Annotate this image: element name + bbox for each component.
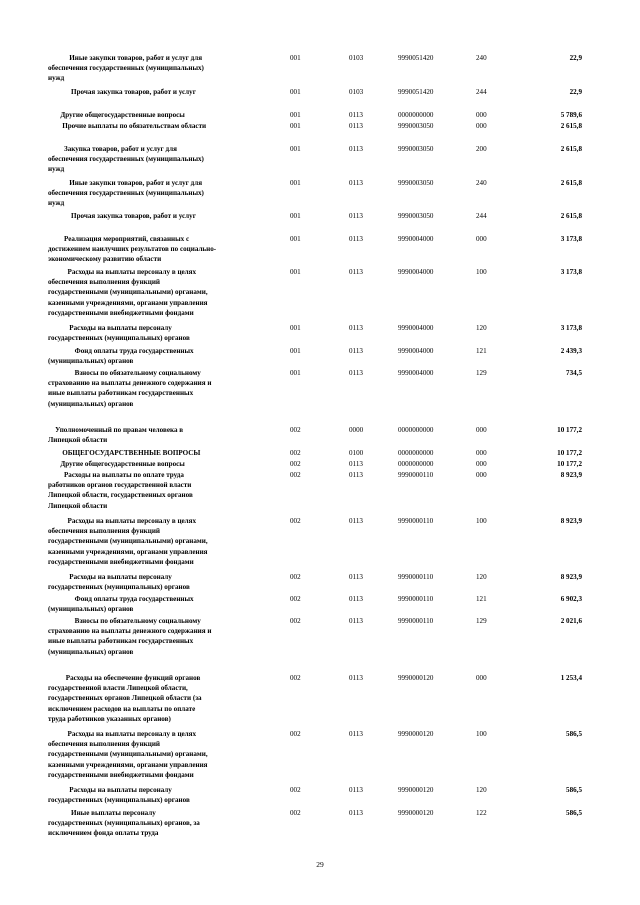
expense-type-code: 121 bbox=[476, 347, 487, 355]
expense-type-code: 000 bbox=[476, 235, 487, 243]
department-code: 001 bbox=[290, 369, 301, 377]
department-code: 002 bbox=[290, 595, 301, 603]
page-number: 29 bbox=[316, 860, 324, 869]
amount: 3 173,8 bbox=[560, 268, 582, 276]
section-code: 0113 bbox=[349, 122, 363, 130]
row-description: Фонд оплаты труда государственных (муниципальных) органов bbox=[48, 347, 194, 366]
row-description: Расходы на выплаты персоналу государственных (муниципальных) органов bbox=[48, 324, 190, 343]
target-article-code: 9990000120 bbox=[398, 786, 434, 794]
row-description: Закупка товаров, работ и услуг для обеспечения государственных (муниципальных) нужд bbox=[48, 145, 204, 174]
target-article-code: 9990000110 bbox=[398, 573, 434, 581]
target-article-code: 0000000000 bbox=[398, 111, 434, 119]
amount: 2 615,8 bbox=[560, 122, 582, 130]
target-article-code: 9990004000 bbox=[398, 235, 434, 243]
row-description: Взносы по обязательному социальному страхованию на выплаты денежного содержания и иные выплаты работникам государственных (муниципальных) органов bbox=[48, 369, 212, 408]
department-code: 001 bbox=[290, 347, 301, 355]
section-code: 0113 bbox=[349, 809, 363, 817]
amount: 8 923,9 bbox=[560, 517, 582, 525]
department-code: 002 bbox=[290, 730, 301, 738]
amount: 586,5 bbox=[566, 809, 582, 817]
row-description: Другие общегосударственные вопросы bbox=[48, 460, 185, 468]
row-description: Расходы на обеспечение функций органов государственной власти Липецкой области, государственных органов Липецкой области (за исключением расходов на выплаты по оплате труда работников указанных органов) bbox=[48, 674, 202, 723]
expense-type-code: 000 bbox=[476, 426, 487, 434]
row-description: Другие общегосударственные вопросы bbox=[48, 111, 185, 119]
row-description: Иные закупки товаров, работ и услуг для обеспечения государственных (муниципальных) нужд bbox=[48, 54, 204, 83]
department-code: 002 bbox=[290, 674, 301, 682]
department-code: 002 bbox=[290, 573, 301, 581]
row-description: Иные выплаты персоналу государственных (муниципальных) органов, за исключением фонда оплаты труда bbox=[48, 809, 200, 838]
amount: 10 177,2 bbox=[557, 460, 582, 468]
target-article-code: 9990004000 bbox=[398, 324, 434, 332]
target-article-code: 9990000110 bbox=[398, 595, 434, 603]
department-code: 001 bbox=[290, 111, 301, 119]
target-article-code: 9990004000 bbox=[398, 369, 434, 377]
expense-type-code: 240 bbox=[476, 179, 487, 187]
amount: 1 253,4 bbox=[560, 674, 582, 682]
row-description: Фонд оплаты труда государственных (муниципальных) органов bbox=[48, 595, 194, 614]
expense-type-code: 000 bbox=[476, 122, 487, 130]
amount: 2 615,8 bbox=[560, 179, 582, 187]
amount: 5 789,6 bbox=[560, 111, 582, 119]
department-code: 002 bbox=[290, 809, 301, 817]
row-description: Расходы на выплаты персоналу государственных (муниципальных) органов bbox=[48, 786, 190, 805]
expense-type-code: 129 bbox=[476, 617, 487, 625]
row-description: Уполномоченный по правам человека в Липецкой области bbox=[48, 426, 184, 445]
section-code: 0100 bbox=[349, 449, 364, 457]
amount: 8 923,9 bbox=[560, 573, 582, 581]
department-code: 001 bbox=[290, 122, 301, 130]
section-code: 0113 bbox=[349, 595, 363, 603]
department-code: 001 bbox=[290, 212, 301, 220]
department-code: 001 bbox=[290, 235, 301, 243]
department-code: 001 bbox=[290, 54, 301, 62]
row-description: Расходы на выплаты персоналу в целях обеспечения выполнения функций государственными (муниципальными) органами, казенными учреждениями, органами управления государственными внебюджетными фондами bbox=[48, 268, 208, 317]
expense-type-code: 240 bbox=[476, 54, 487, 62]
department-code: 002 bbox=[290, 617, 301, 625]
target-article-code: 9990000120 bbox=[398, 730, 434, 738]
expense-type-code: 200 bbox=[476, 145, 487, 153]
target-article-code: 9990000110 bbox=[398, 517, 434, 525]
expense-type-code: 120 bbox=[476, 786, 487, 794]
expense-type-code: 100 bbox=[476, 268, 487, 276]
section-code: 0113 bbox=[349, 471, 363, 479]
target-article-code: 0000000000 bbox=[398, 460, 434, 468]
section-code: 0113 bbox=[349, 730, 363, 738]
amount: 22,9 bbox=[569, 54, 582, 62]
section-code: 0113 bbox=[349, 517, 363, 525]
section-code: 0103 bbox=[349, 54, 364, 62]
target-article-code: 9990000110 bbox=[398, 617, 434, 625]
expense-type-code: 000 bbox=[476, 460, 487, 468]
amount: 8 923,9 bbox=[560, 471, 582, 479]
section-code: 0113 bbox=[349, 235, 363, 243]
expense-type-code: 244 bbox=[476, 212, 487, 220]
amount: 10 177,2 bbox=[557, 449, 582, 457]
target-article-code: 9990051420 bbox=[398, 54, 434, 62]
department-code: 001 bbox=[290, 179, 301, 187]
section-code: 0113 bbox=[349, 324, 363, 332]
section-code: 0113 bbox=[349, 460, 363, 468]
target-article-code: 9990003050 bbox=[398, 122, 434, 130]
target-article-code: 9990003050 bbox=[398, 179, 434, 187]
section-code: 0113 bbox=[349, 212, 363, 220]
target-article-code: 9990004000 bbox=[398, 268, 434, 276]
section-code: 0113 bbox=[349, 617, 363, 625]
row-description: Взносы по обязательному социальному страхованию на выплаты денежного содержания и иные выплаты работникам государственных (муниципальных) органов bbox=[48, 617, 212, 656]
amount: 10 177,2 bbox=[557, 426, 582, 434]
department-code: 002 bbox=[290, 786, 301, 794]
expense-type-code: 000 bbox=[476, 674, 487, 682]
amount: 2 615,8 bbox=[560, 212, 582, 220]
amount: 2 615,8 bbox=[560, 145, 582, 153]
section-code: 0113 bbox=[349, 145, 363, 153]
amount: 3 173,8 bbox=[560, 235, 582, 243]
section-code: 0113 bbox=[349, 674, 363, 682]
amount: 586,5 bbox=[566, 730, 582, 738]
row-description: Расходы на выплаты персоналу государственных (муниципальных) органов bbox=[48, 573, 190, 592]
target-article-code: 9990003050 bbox=[398, 212, 434, 220]
section-code: 0113 bbox=[349, 179, 363, 187]
department-code: 002 bbox=[290, 449, 301, 457]
target-article-code: 9990000120 bbox=[398, 809, 434, 817]
expense-type-code: 122 bbox=[476, 809, 487, 817]
row-description: Реализация мероприятий, связанных с достижением наилучших результатов по социально- экономическому развитию области bbox=[48, 235, 217, 264]
department-code: 002 bbox=[290, 426, 301, 434]
row-description: Расходы на выплаты персоналу в целях обеспечения выполнения функций государственными (муниципальными) органами, казенными учреждениями, органами управления государственными внебюджетными фондами bbox=[48, 730, 208, 779]
amount: 586,5 bbox=[566, 786, 582, 794]
target-article-code: 9990003050 bbox=[398, 145, 434, 153]
target-article-code: 0000000000 bbox=[398, 449, 434, 457]
amount: 6 902,3 bbox=[560, 595, 582, 603]
target-article-code: 9990051420 bbox=[398, 88, 434, 96]
row-description: Прочая закупка товаров, работ и услуг bbox=[48, 88, 196, 96]
target-article-code: 9990004000 bbox=[398, 347, 434, 355]
row-description: Расходы на выплаты по оплате труда работников органов государственной власти Липецкой области, государственных органов Липецкой области bbox=[48, 471, 193, 510]
expense-type-code: 120 bbox=[476, 573, 487, 581]
expense-type-code: 000 bbox=[476, 471, 487, 479]
department-code: 001 bbox=[290, 145, 301, 153]
expense-type-code: 244 bbox=[476, 88, 487, 96]
expense-type-code: 129 bbox=[476, 369, 487, 377]
row-description: Прочая закупка товаров, работ и услуг bbox=[48, 212, 196, 220]
expense-type-code: 100 bbox=[476, 730, 487, 738]
section-code: 0000 bbox=[349, 426, 364, 434]
row-description: ОБЩЕГОСУДАРСТВЕННЫЕ ВОПРОСЫ bbox=[48, 449, 201, 457]
amount: 2 021,6 bbox=[560, 617, 582, 625]
row-description: Расходы на выплаты персоналу в целях обеспечения выполнения функций государственными (муниципальными) органами, казенными учреждениями, органами управления государственными внебюджетными фондами bbox=[48, 517, 208, 566]
row-description: Прочие выплаты по обязательствам области bbox=[48, 122, 207, 130]
department-code: 002 bbox=[290, 471, 301, 479]
expense-type-code: 000 bbox=[476, 449, 487, 457]
section-code: 0113 bbox=[349, 111, 363, 119]
department-code: 002 bbox=[290, 517, 301, 525]
row-description: Иные закупки товаров, работ и услуг для обеспечения государственных (муниципальных) нужд bbox=[48, 179, 204, 208]
amount: 3 173,8 bbox=[560, 324, 582, 332]
expense-type-code: 121 bbox=[476, 595, 487, 603]
department-code: 001 bbox=[290, 268, 301, 276]
department-code: 002 bbox=[290, 460, 301, 468]
section-code: 0113 bbox=[349, 347, 363, 355]
amount: 22,9 bbox=[569, 88, 582, 96]
section-code: 0113 bbox=[349, 573, 363, 581]
department-code: 001 bbox=[290, 88, 301, 96]
target-article-code: 9990000110 bbox=[398, 471, 434, 479]
department-code: 001 bbox=[290, 324, 301, 332]
section-code: 0113 bbox=[349, 268, 363, 276]
target-article-code: 9990000120 bbox=[398, 674, 434, 682]
expense-type-code: 100 bbox=[476, 517, 487, 525]
target-article-code: 0000000000 bbox=[398, 426, 434, 434]
expense-type-code: 000 bbox=[476, 111, 487, 119]
section-code: 0113 bbox=[349, 369, 363, 377]
section-code: 0103 bbox=[349, 88, 364, 96]
expense-type-code: 120 bbox=[476, 324, 487, 332]
amount: 734,5 bbox=[566, 369, 582, 377]
amount: 2 439,3 bbox=[560, 347, 582, 355]
section-code: 0113 bbox=[349, 786, 363, 794]
